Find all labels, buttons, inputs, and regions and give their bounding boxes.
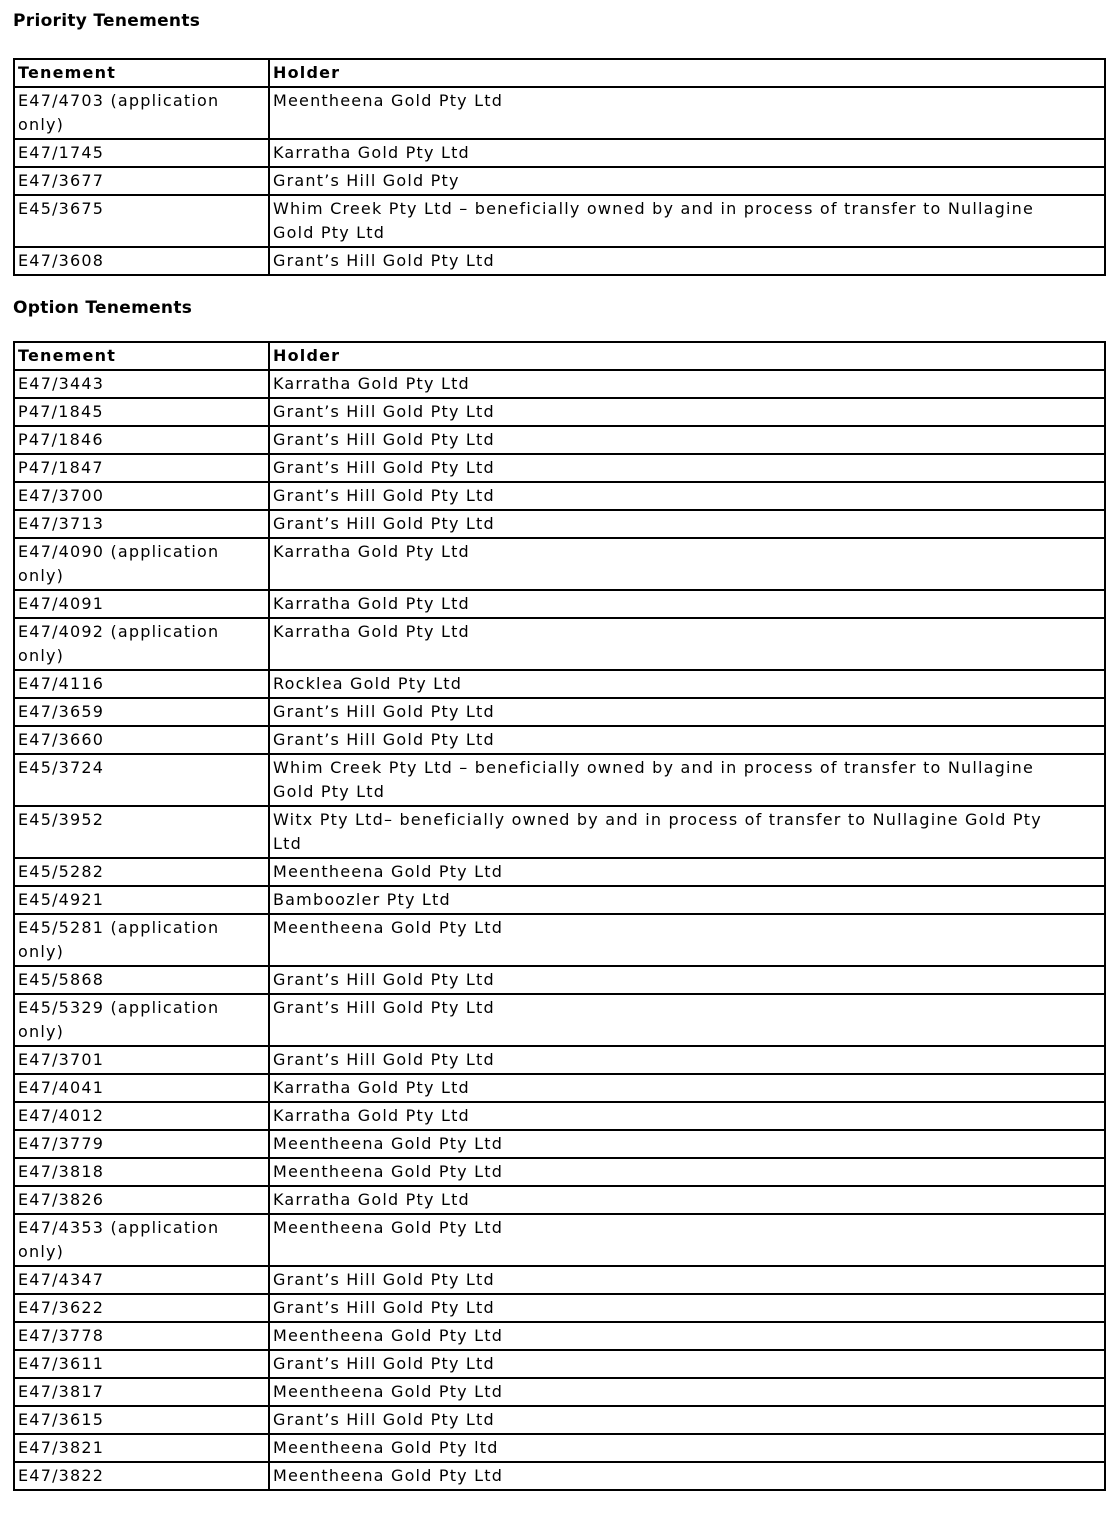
table-row	[14, 482, 1105, 510]
holder-column-header: Holder	[269, 59, 1105, 87]
holder-cell: Meentheena Gold Pty Ltd	[269, 1462, 1105, 1490]
tenement-cell: E47/3622	[14, 1294, 269, 1322]
table-row	[14, 726, 1105, 754]
table-row	[14, 1434, 1105, 1462]
table-row	[14, 398, 1105, 426]
tenement-cell: P47/1847	[14, 454, 269, 482]
holder-cell: Grant’s Hill Gold Pty Ltd	[269, 1294, 1105, 1322]
holder-cell: Grant’s Hill Gold Pty	[269, 167, 1105, 195]
tenement-column-header: Tenement	[14, 59, 269, 87]
tenement-cell: E47/3779	[14, 1130, 269, 1158]
holder-cell: Karratha Gold Pty Ltd	[269, 139, 1105, 167]
table-row	[14, 1350, 1105, 1378]
holder-cell: Meentheena Gold Pty Ltd	[269, 1322, 1105, 1350]
tenement-cell: E47/3818	[14, 1158, 269, 1186]
tenement-cell: E47/3826	[14, 1186, 269, 1214]
tenement-cell: E47/3677	[14, 167, 269, 195]
tenement-cell: E47/4090 (application only)	[14, 538, 269, 590]
tenement-cell: E47/4703 (application only)	[14, 87, 269, 139]
holder-cell: Rocklea Gold Pty Ltd	[269, 670, 1105, 698]
table-header-row	[14, 342, 1105, 370]
table-row	[14, 1130, 1105, 1158]
holder-cell: Grant’s Hill Gold Pty Ltd	[269, 726, 1105, 754]
table-row	[14, 1322, 1105, 1350]
table-row	[14, 426, 1105, 454]
table-row	[14, 195, 1105, 247]
tenement-cell: E45/5868	[14, 966, 269, 994]
holder-cell: Grant’s Hill Gold Pty Ltd	[269, 482, 1105, 510]
table-row	[14, 370, 1105, 398]
holder-cell: Meentheena Gold Pty Ltd	[269, 87, 1105, 139]
holder-cell: Grant’s Hill Gold Pty Ltd	[269, 398, 1105, 426]
tenement-cell: E45/4921	[14, 886, 269, 914]
priority-tenements-table	[13, 58, 1106, 276]
holder-cell: Grant’s Hill Gold Pty Ltd	[269, 1406, 1105, 1434]
holder-cell: Grant’s Hill Gold Pty Ltd	[269, 1046, 1105, 1074]
holder-cell: Karratha Gold Pty Ltd	[269, 618, 1105, 670]
tenement-cell: E47/3817	[14, 1378, 269, 1406]
table-row	[14, 1266, 1105, 1294]
holder-cell: Meentheena Gold Pty Ltd	[269, 914, 1105, 966]
tenement-cell: E47/3443	[14, 370, 269, 398]
table-row	[14, 1378, 1105, 1406]
tenement-cell: E47/3713	[14, 510, 269, 538]
table-row	[14, 754, 1105, 806]
table-row	[14, 1406, 1105, 1434]
table-row	[14, 167, 1105, 195]
priority-tenements-table-body	[14, 87, 1105, 275]
holder-cell: Meentheena Gold Pty Ltd	[269, 1158, 1105, 1186]
tenement-cell: E45/5282	[14, 858, 269, 886]
tenement-cell: P47/1845	[14, 398, 269, 426]
table-row	[14, 1294, 1105, 1322]
table-row	[14, 994, 1105, 1046]
table-row	[14, 1074, 1105, 1102]
tenement-cell: E47/4092 (application only)	[14, 618, 269, 670]
tenement-cell: E47/3615	[14, 1406, 269, 1434]
holder-cell: Grant’s Hill Gold Pty Ltd	[269, 426, 1105, 454]
holder-cell: Grant’s Hill Gold Pty Ltd	[269, 454, 1105, 482]
table-row	[14, 618, 1105, 670]
tenement-cell: E47/3778	[14, 1322, 269, 1350]
table-row	[14, 139, 1105, 167]
tenement-column-header: Tenement	[14, 342, 269, 370]
table-row	[14, 87, 1105, 139]
holder-cell: Grant’s Hill Gold Pty Ltd	[269, 966, 1105, 994]
table-row	[14, 806, 1105, 858]
tenement-cell: E47/4012	[14, 1102, 269, 1130]
holder-cell: Karratha Gold Pty Ltd	[269, 370, 1105, 398]
holder-cell: Grant’s Hill Gold Pty Ltd	[269, 510, 1105, 538]
table-row	[14, 1046, 1105, 1074]
table-row	[14, 886, 1105, 914]
holder-cell: Grant’s Hill Gold Pty Ltd	[269, 247, 1105, 275]
tenement-cell: E47/3611	[14, 1350, 269, 1378]
holder-cell: Karratha Gold Pty Ltd	[269, 590, 1105, 618]
holder-cell: Grant’s Hill Gold Pty Ltd	[269, 1266, 1105, 1294]
tenement-cell: E47/4347	[14, 1266, 269, 1294]
tenement-cell: E47/4116	[14, 670, 269, 698]
table-row	[14, 1462, 1105, 1490]
holder-cell: Meentheena Gold Pty Ltd	[269, 858, 1105, 886]
holder-cell: Grant’s Hill Gold Pty Ltd	[269, 994, 1105, 1046]
tenement-cell: E47/1745	[14, 139, 269, 167]
table-row	[14, 590, 1105, 618]
tenement-cell: E47/3701	[14, 1046, 269, 1074]
holder-cell: Witx Pty Ltd– beneficially owned by and in process of transfer to Nullagine Gold Pty Ltd	[269, 806, 1105, 858]
tenement-cell: E45/3952	[14, 806, 269, 858]
holder-cell: Whim Creek Pty Ltd – beneficially owned by and in process of transfer to Nullagine Gold Pty Ltd	[269, 195, 1105, 247]
tenement-cell: E47/4353 (application only)	[14, 1214, 269, 1266]
tenement-cell: E45/5281 (application only)	[14, 914, 269, 966]
holder-cell: Karratha Gold Pty Ltd	[269, 1102, 1105, 1130]
tenement-cell: E47/3700	[14, 482, 269, 510]
option-tenements-title: Option Tenements	[13, 298, 193, 318]
tenement-cell: E47/3659	[14, 698, 269, 726]
tenement-cell: E47/3822	[14, 1462, 269, 1490]
table-row	[14, 966, 1105, 994]
option-tenements-table	[13, 341, 1106, 1491]
tenement-cell: E45/3675	[14, 195, 269, 247]
table-row	[14, 1102, 1105, 1130]
priority-tenements-title: Priority Tenements	[13, 11, 201, 31]
holder-column-header: Holder	[269, 342, 1105, 370]
table-row	[14, 914, 1105, 966]
tenement-cell: E47/3660	[14, 726, 269, 754]
tenement-cell: E47/4091	[14, 590, 269, 618]
table-row	[14, 858, 1105, 886]
holder-cell: Grant’s Hill Gold Pty Ltd	[269, 698, 1105, 726]
holder-cell: Meentheena Gold Pty Ltd	[269, 1378, 1105, 1406]
tenement-cell: E45/3724	[14, 754, 269, 806]
holder-cell: Meentheena Gold Pty ltd	[269, 1434, 1105, 1462]
holder-cell: Meentheena Gold Pty Ltd	[269, 1130, 1105, 1158]
table-row	[14, 1214, 1105, 1266]
table-row	[14, 454, 1105, 482]
table-row	[14, 510, 1105, 538]
tenement-cell: E47/3821	[14, 1434, 269, 1462]
table-row	[14, 247, 1105, 275]
table-row	[14, 1158, 1105, 1186]
holder-cell: Meentheena Gold Pty Ltd	[269, 1214, 1105, 1266]
table-row	[14, 1186, 1105, 1214]
tenement-cell: E45/5329 (application only)	[14, 994, 269, 1046]
tenement-cell: P47/1846	[14, 426, 269, 454]
holder-cell: Bamboozler Pty Ltd	[269, 886, 1105, 914]
holder-cell: Karratha Gold Pty Ltd	[269, 1186, 1105, 1214]
table-row	[14, 670, 1105, 698]
tenement-cell: E47/4041	[14, 1074, 269, 1102]
table-row	[14, 698, 1105, 726]
holder-cell: Whim Creek Pty Ltd – beneficially owned by and in process of transfer to Nullagine Gold Pty Ltd	[269, 754, 1105, 806]
tenement-cell: E47/3608	[14, 247, 269, 275]
holder-cell: Karratha Gold Pty Ltd	[269, 1074, 1105, 1102]
holder-cell: Karratha Gold Pty Ltd	[269, 538, 1105, 590]
table-row	[14, 538, 1105, 590]
option-tenements-table-body	[14, 370, 1105, 1490]
holder-cell: Grant’s Hill Gold Pty Ltd	[269, 1350, 1105, 1378]
table-header-row	[14, 59, 1105, 87]
